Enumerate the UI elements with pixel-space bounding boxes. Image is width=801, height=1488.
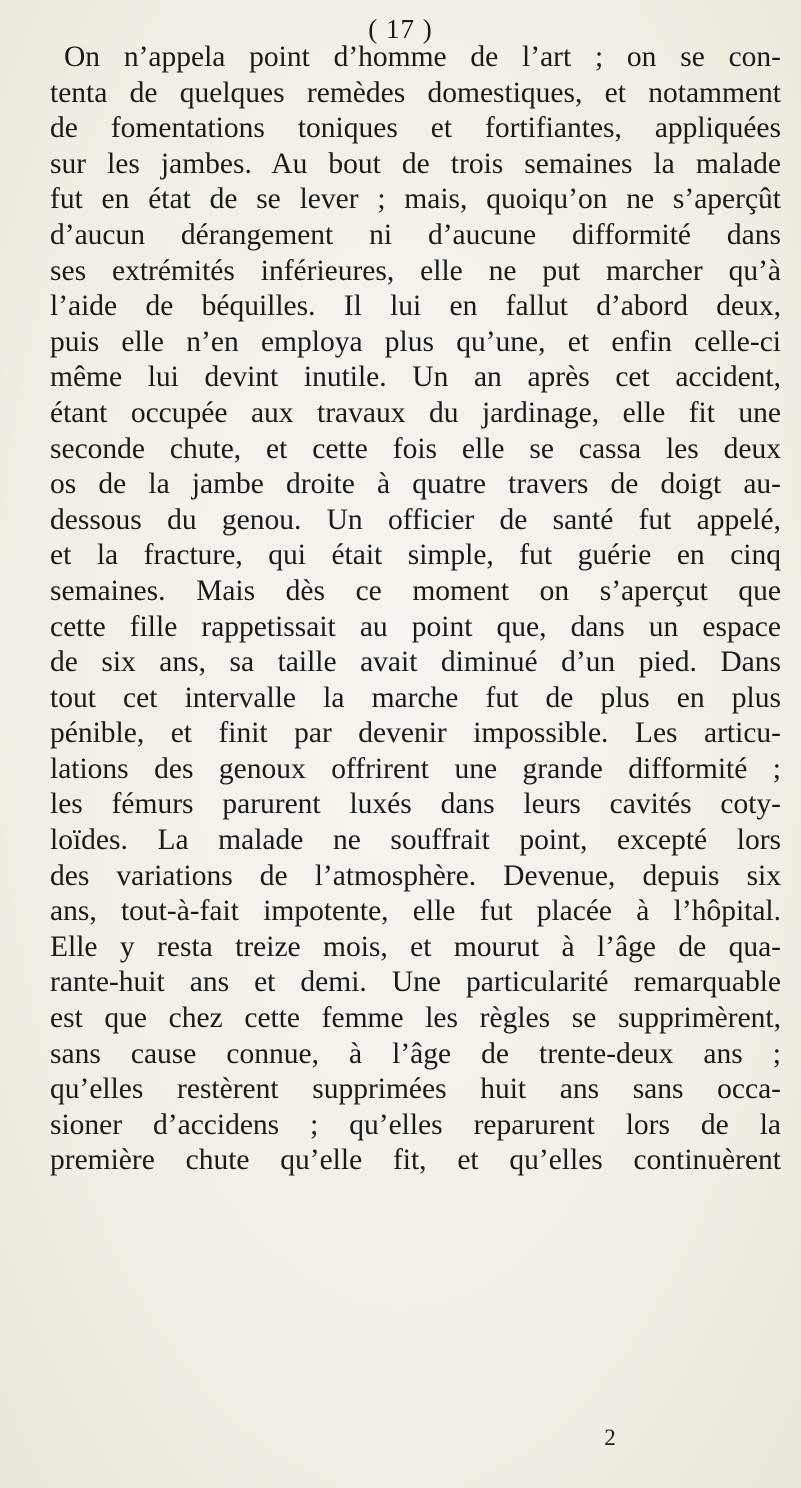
text-line: semaines. Mais dès ce moment on s’aperçut que [50,574,781,607]
text-line: loïdes. La malade ne souffrait point, excepté lors [50,824,781,857]
text-line: sioner d’accidens ; qu’elles reparurent lors de la [50,1108,781,1141]
text-line: ans, tout-à-fait impotente, elle fut placée à l’hôpital. [50,895,781,928]
text-line: même lui devint inutile. Un an après cet accident, [50,361,781,394]
text-line: de fomentations toniques et fortifiantes, appliquées [50,112,781,145]
text-line: ses extrémités inférieures, elle ne put marcher qu’à [50,254,781,287]
text-line: sans cause connue, à l’âge de trente-deux ans ; [50,1037,781,1070]
page-number-header: ( 17 ) [368,14,433,44]
body-paragraph [50,40,781,1179]
text-line: pénible, et finit par devenir impossible. Les articu- [50,717,781,750]
text-line: dessous du genou. Un officier de santé fut appelé, [50,503,781,536]
text-line: tenta de quelques remèdes domestiques, et notamment [50,76,781,109]
text-line: os de la jambe droite à quatre travers de doigt au- [50,468,781,501]
text-line: sur les jambes. Au bout de trois semaines la malade [50,147,781,180]
text-line: tout cet intervalle la marche fut de plus en plus [50,681,781,714]
text-line: des variations de l’atmosphère. Devenue, depuis six [50,859,781,892]
text-line: qu’elles restèrent supprimées huit ans sans occa- [50,1073,781,1106]
text-line: Elle y resta treize mois, et mourut à l’âge de qua- [50,930,781,963]
text-line: cette fille rappetissait au point que, dans un espace [50,610,781,643]
text-line: fut en état de se lever ; mais, quoiqu’on ne s’aperçût [50,183,781,216]
text-line: rante-huit ans et demi. Une particularité remarquable [50,966,781,999]
text-line: les fémurs parurent luxés dans leurs cavités coty- [50,788,781,821]
signature-mark: 2 [604,1425,616,1450]
text-line: de six ans, sa taille avait diminué d’un pied. Dans [50,646,781,679]
text-line: est que chez cette femme les règles se supprimèrent, [50,1002,781,1035]
text-line: l’aide de béquilles. Il lui en fallut d’abord deux, [50,290,781,323]
text-line: seconde chute, et cette fois elle se cassa les deux [50,432,781,465]
text-line: puis elle n’en employa plus qu’une, et enfin celle-ci [50,325,781,358]
text-line: étant occupée aux travaux du jardinage, elle fit une [50,396,781,429]
text-line: et la fracture, qui était simple, fut guérie en cinq [50,539,781,572]
text-line: lations des genoux offrirent une grande difformité ; [50,752,781,785]
text-line: première chute qu’elle fit, et qu’elles continuèrent [50,1144,781,1177]
text-line: d’aucun dérangement ni d’aucune difformité dans [50,218,781,251]
text-line: On n’appela point d’homme de l’art ; on se con- [64,41,781,73]
